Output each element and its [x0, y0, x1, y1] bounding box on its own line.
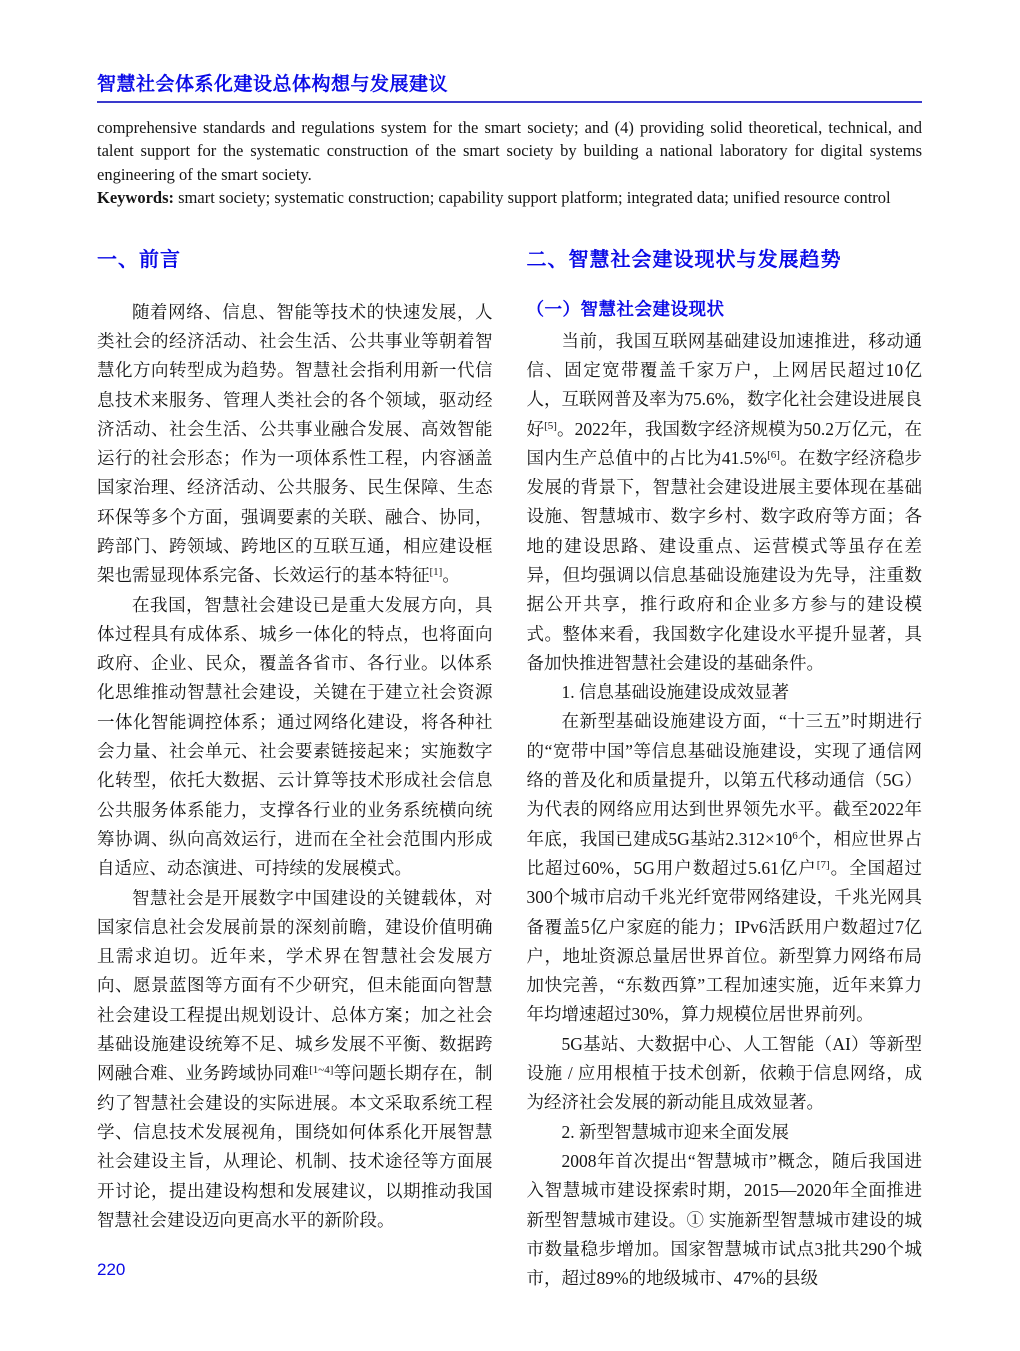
text-run: 。全国超过300个城市启动千兆光纤宽带网络建设，千兆光网具备覆盖5亿户家庭的能力；IPv6活跃用户数超过7亿户，地址资源总量居世界首位。新型算力网络布局加快完善，“东数西算”工程加速实施，近年来算力年均增速超过30%，算力规模位居世界前列。: [526, 857, 922, 1025]
paragraph: [527, 327, 923, 679]
title-rule-divider: [97, 101, 922, 103]
running-title: 智慧社会体系化建设总体构想与发展建议: [97, 74, 449, 95]
page-number: 220: [97, 1260, 126, 1279]
text-run: 。2022年，我国数字经济规模为50.2万亿元，在国内生产总值中的占比为41.5%: [526, 418, 923, 468]
section-heading-intro: 一、前言: [97, 248, 181, 271]
citation-superscript: 6: [792, 829, 798, 842]
subsection-heading-status: （一）智慧社会建设现状: [526, 298, 725, 319]
status-paragraphs: [527, 327, 923, 1294]
citation-superscript: [7]: [816, 858, 830, 871]
paragraph: [97, 884, 493, 1236]
paragraph: [527, 707, 923, 1029]
text-run: 个，相应世界占比超过60%，5G用户数超过5.61亿户: [526, 828, 922, 878]
keywords-label: Keywords:: [97, 188, 174, 208]
keywords-line: [97, 186, 922, 209]
two-column-body: [97, 248, 922, 1294]
text-run: 随着网络、信息、智能等技术的快速发展，人类社会的经济活动、社会生活、公共事业等朝着智慧化方向转型成为趋势。智慧社会指利用新一代信息技术来服务、管理人类社会的各个领域，驱动经济活动、社会生活、公共事业融合发展、高效智能运行的社会形态；作为一项体系性工程，内容涵盖国家治理、经济活动、公共服务、民生保障、生态环保等多个方面，强调要素的关联、融合、协同，跨部门、跨领域、跨地区的互联互通，相应建设框架也需显现体系完备、长效运行的基本特征: [97, 301, 493, 586]
paragraph: [527, 1118, 923, 1147]
keywords-text: smart society; systematic construction; capability support platform; integrated data; unified resource control: [174, 188, 891, 208]
intro-paragraphs: [97, 298, 493, 1236]
text-run: 2. 新型智慧城市迎来全面发展: [561, 1121, 789, 1142]
section-heading-status: 二、智慧社会建设现状与发展趋势: [526, 248, 842, 271]
paragraph: [97, 298, 493, 591]
citation-superscript: [1~4]: [309, 1064, 334, 1077]
citation-superscript: [1]: [429, 566, 443, 579]
paragraph: [97, 591, 493, 884]
text-run: 2008年首次提出“智慧城市”概念，随后我国进入智慧城市建设探索时期，2015—2020年全面推进新型智慧城市建设。① 实施新型智慧城市建设的城市数量稳步增加。国家智慧城市试点3批共290个城市，超过89%的地级城市、47%的县级: [526, 1150, 922, 1289]
paragraph: [527, 1147, 923, 1293]
abstract-block: [97, 116, 922, 210]
text-run: 5G基站、大数据中心、人工智能（AI）等新型设施 / 应用根植于技术创新，依赖于信息网络，成为经济社会发展的新动能且成效显著。: [526, 1033, 922, 1113]
text-run: 在我国，智慧社会建设已是重大发展方向，具体过程具有成体系、城乡一体化的特点，也将面向政府、企业、民众，覆盖各省市、各行业。以体系化思维推动智慧社会建设，关键在于建立社会资源一体化智能调控体系；通过网络化建设，将各种社会力量、社会单元、社会要素链接起来；实施数字化转型，依托大数据、云计算等技术形成社会信息公共服务体系能力，支撑各行业的业务系统横向统筹协调、纵向高效运行，进而在全社会范围内形成自适应、动态演进、可持续的发展模式。: [97, 594, 493, 879]
abstract-continuation: comprehensive standards and regulations system for the smart society; and (4) providing solid theoretical, technical, and talent support for the systematic construction of the smart society by building a national laboratory for digital systems engineering of the smart society.: [97, 118, 922, 184]
text-run: 。在数字经济稳步发展的背景下，智慧社会建设进展主要体现在基础设施、智慧城市、数字乡村、数字政府等方面；各地的建设思路、建设重点、运营模式等虽存在差异，但均强调以信息基础设施建设为先导，注重数据公开共享，推行政府和企业多方参与的建设模式。整体来看，我国数字化建设水平提升显著，具备加快推进智慧社会建设的基础条件。: [526, 447, 923, 673]
text-run: 。: [442, 565, 460, 586]
text-run: 等问题长期存在，制约了智慧社会建设的实际进展。本文采取系统工程学、信息技术发展视角，围绕如何体系化开展智慧社会建设主旨，从理论、机制、技术途径等方面展开讨论，提出建设构想和发展建议，以期推动我国智慧社会建设迈向更高水平的新阶段。: [97, 1063, 493, 1230]
text-run: 智慧社会是开展数字中国建设的关键载体，对国家信息社会发展前景的深刻前瞻，建设价值明确且需求迫切。近年来，学术界在智慧社会发展方向、愿景蓝图等方面有不少研究，但未能面向智慧社会建设工程提出规划设计、总体方案；加之社会基础设施建设统筹不足、城乡发展不平衡、数据跨网融合难、业务跨域协同难: [97, 887, 493, 1084]
paragraph: [527, 678, 923, 707]
left-column: [97, 248, 493, 1294]
right-column: [527, 248, 923, 1294]
text-run: 在新型基础设施建设方面，“十三五”时期进行的“宽带中国”等信息基础设施建设，实现了通信网络的普及化和质量提升，以第五代移动通信（5G）为代表的网络应用达到世界领先水平。截至2022年年底，我国已建成5G基站2.312×10: [526, 711, 922, 849]
text-run: 当前，我国互联网基础建设加速推进，移动通信、固定宽带覆盖千家万户，上网居民超过10亿人，互联网普及率为75.6%，数字化社会建设进展良好: [526, 330, 922, 439]
citation-superscript: [5]: [544, 419, 557, 432]
citation-superscript: [6]: [767, 448, 780, 461]
text-run: 1. 信息基础设施建设成效显著: [561, 682, 789, 703]
paragraph: [527, 1030, 923, 1118]
